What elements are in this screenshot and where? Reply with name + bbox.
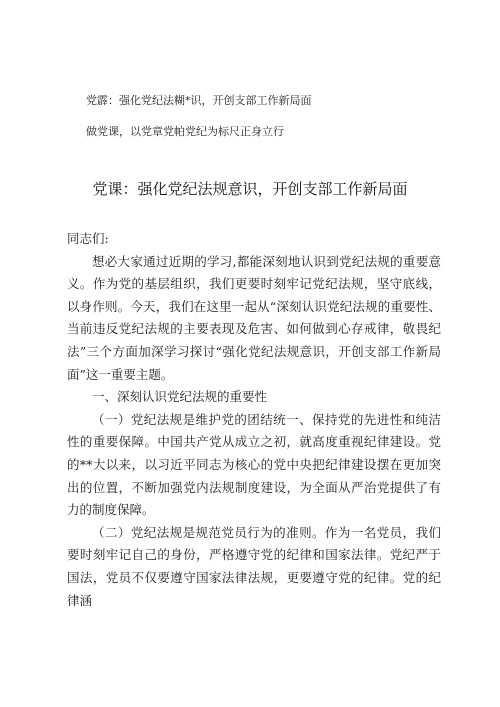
- toc-line-1[interactable]: 党霹：强化党纪法糊*识，开创支部工作新局面: [86, 94, 312, 107]
- section-heading-1: 一、深刻认识党纪法规的重要性: [92, 389, 268, 405]
- toc-line-2[interactable]: 做党课，以党章党帕党纪为标尺正身立行: [86, 125, 284, 138]
- subsection-paragraph-1: （一）党纪法规是维护党的团结统一、保持党的先进性和纯洁性的重要保障。中国共产党从成立之初，就高度重视纪律建设。党的**大以来，以习近平同志为核心的党中央把纪律建设摆在更加突出的位置，不断加强党内法规制度建设，为全面从严治党提供了有力的制度保障。: [67, 411, 441, 518]
- document-body: [67, 228, 441, 612]
- subsection-paragraph-2: （二）党纪法规是规范党员行为的准则。作为一名党员，我们要时刻牢记自己的身份，严格遵守党的纪律和国家法律。党纪严于国法，党员不仅要遵守国家法律法规，更要遵守党的纪律。党的纪律涵: [67, 524, 441, 608]
- document-title: 党课：强化党纪法规意识，开创支部工作新局面: [92, 180, 408, 198]
- salutation: 同志们:: [67, 231, 109, 246]
- intro-paragraph: 想必大家通过近期的学习,都能深刻地认识到党纪法规的重要意义。作为党的基层组织，我们更要时刻牢记党纪法规，坚守底线，以身作则。今天，我们在这里一起从“深刻认识党纪法规的重要性、当前违反党纪法规的主要表现及危害、如何做到心存戒律，敬畏纪法”三个方面加深学习探讨“强化党纪法规意识，开创支部工作新局面”这一重要主题。: [67, 253, 441, 382]
